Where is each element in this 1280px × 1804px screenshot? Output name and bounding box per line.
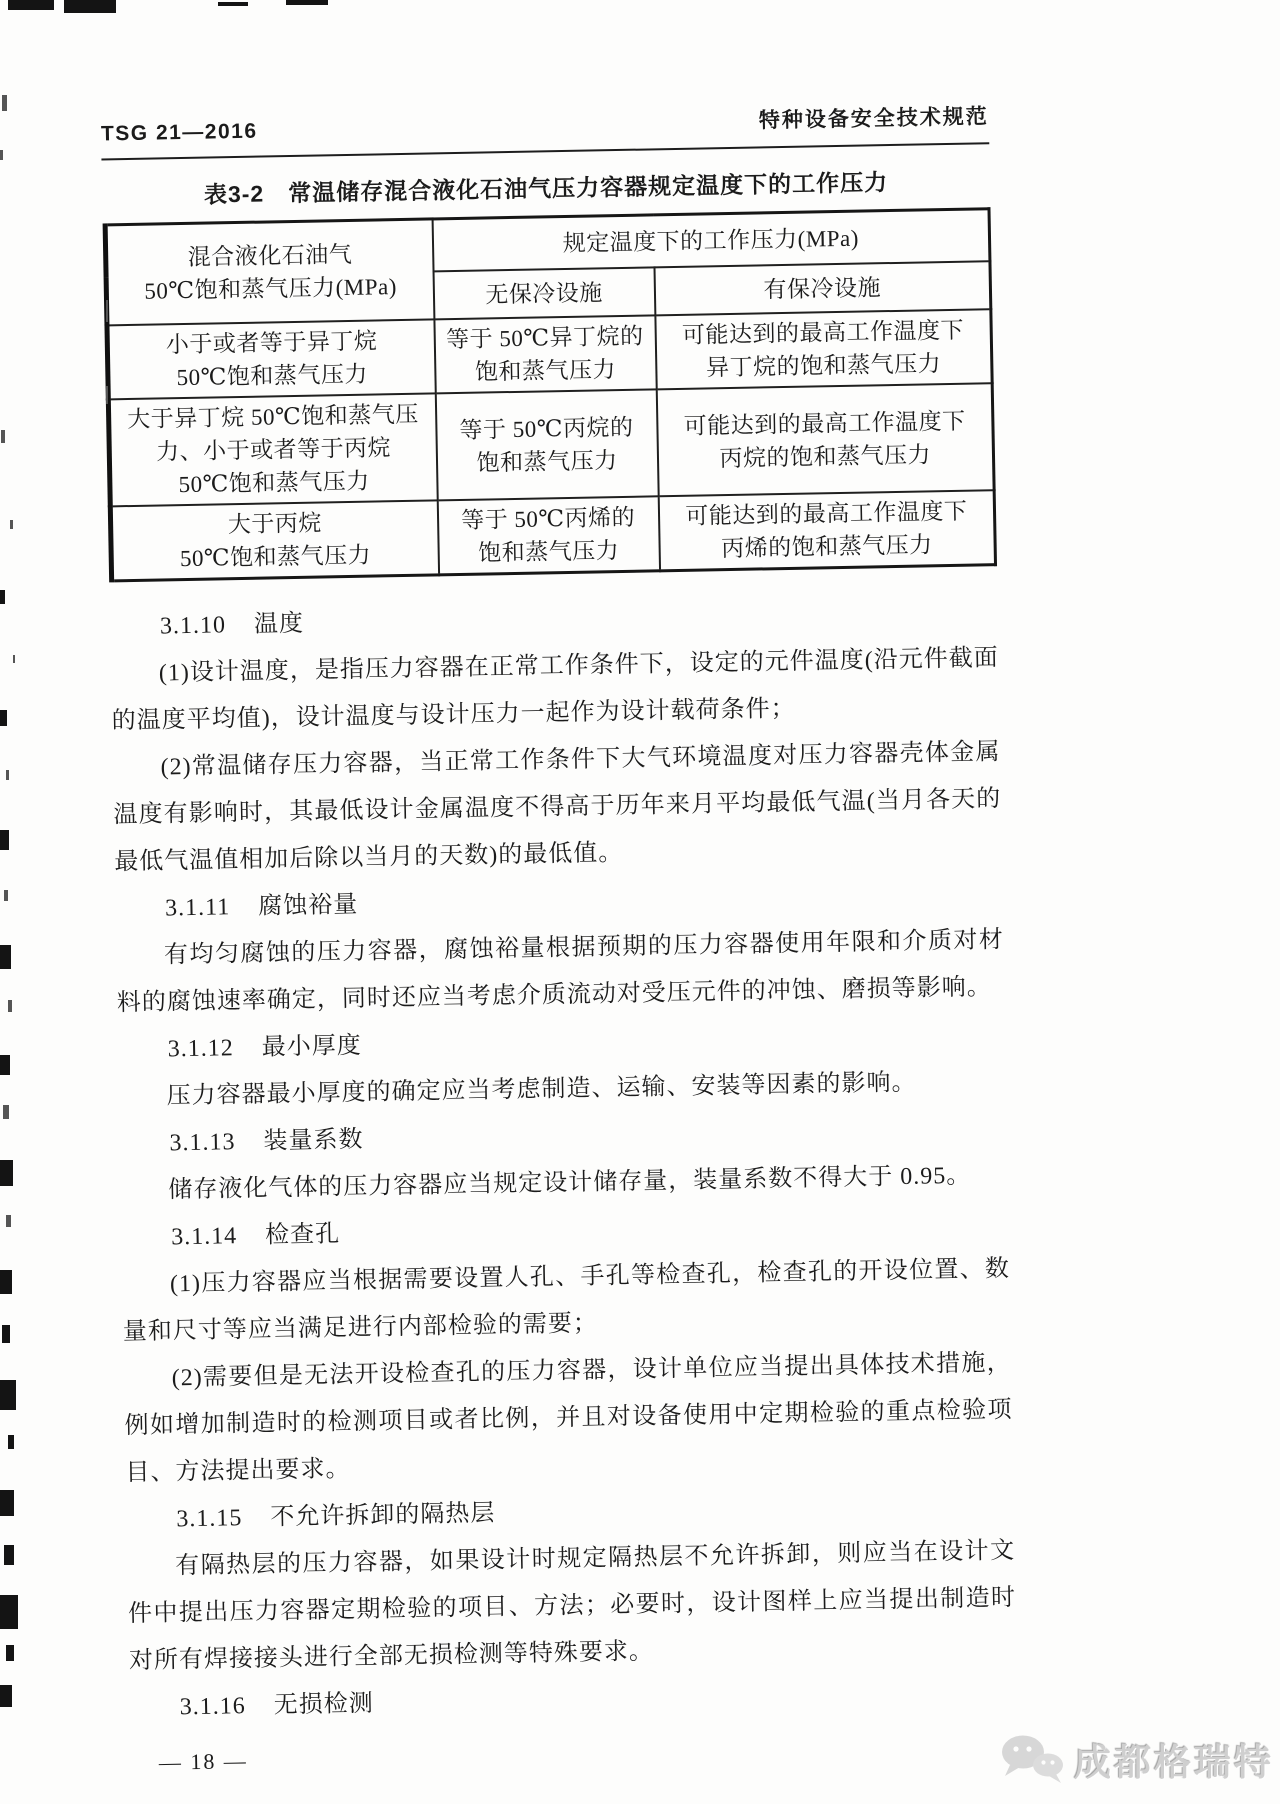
table-header-cell: 混合液化石油气 50℃饱和蒸气压力(MPa) (105, 219, 434, 325)
scan-mark (0, 1270, 12, 1294)
table-cell: 小于或者等于异丁烷 50℃饱和蒸气压力 (107, 319, 435, 399)
paragraph: (2)需要但是无法开设检查孔的压力容器，设计单位应当提出具体技术措施，例如增加制造时的检测项目或者比例，并且对设备使用中定期检验的重点检验项目、方法提出要求。 (124, 1350, 1013, 1487)
watermark (1000, 1732, 1274, 1786)
scan-mark (0, 1380, 16, 1410)
section-title: 最小厚度 (261, 1032, 362, 1061)
scan-mark (0, 710, 7, 726)
paragraph: 有均匀腐蚀的压力容器，腐蚀裕量根据预期的压力容器使用年限和介质对材料的腐蚀速率确定，同时还应当考虑介质流动对受压元件的冲蚀、磨损等影响。 (116, 927, 1005, 1017)
section-number: 3.1.14 (170, 1223, 238, 1251)
section-3-1-11 (115, 870, 1005, 1027)
scan-mark (2, 1325, 10, 1343)
scan-mark (6, 770, 9, 780)
running-header (101, 100, 990, 160)
table-cell: 可能达到的最高工作温度下 丙烯的饱和蒸气压力 (658, 490, 995, 571)
section-number: 3.1.11 (164, 894, 231, 922)
table-group-header-cell: 规定温度下的工作压力(MPa) (432, 209, 990, 272)
watermark-text: 成都格瑞特 (1074, 1742, 1274, 1783)
body-sections (110, 588, 1019, 1732)
section-3-1-15 (126, 1481, 1017, 1685)
section-title: 不允许拆卸的隔热层 (270, 1500, 496, 1531)
scan-mark (0, 1055, 10, 1075)
section-title: 腐蚀裕量 (258, 891, 359, 920)
scan-mark (4, 1545, 14, 1565)
table-cell: 大于异丁烷 50℃饱和蒸气压 力、小于或者等于丙烷 50℃饱和蒸气压力 (108, 393, 437, 506)
table-cell: 等于 50℃异丁烷的 饱和蒸气压力 (434, 315, 656, 393)
doc-code: TSG 21—2016 (100, 119, 258, 146)
section-3-1-10 (110, 588, 1003, 886)
scan-mark (6, 1215, 11, 1227)
paragraph: 有隔热层的压力容器，如果设计时规定隔热层不允许拆卸，则应当在设计文件中提出压力容器定期检验的项目、方法；必要时，设计图样上应当提出制造时对所有焊接接头进行全部无损检测等特殊要求。 (127, 1537, 1017, 1675)
section-number: 3.1.10 (159, 612, 227, 640)
scan-mark (218, 2, 248, 6)
doc-spec-title: 特种设备安全技术规范 (758, 105, 990, 133)
scan-mark (8, 0, 54, 10)
section-3-1-14 (121, 1199, 1014, 1497)
scan-mark (13, 655, 15, 663)
scan-mark (286, 0, 328, 5)
section-title: 检查孔 (264, 1221, 341, 1249)
paragraph: (1)设计温度，是指压力容器在正常工作条件下，设定的元件温度(沿元件截面的温度平均值)，设计温度与设计压力一起作为设计载荷条件； (111, 645, 999, 735)
scan-mark (0, 830, 9, 850)
scan-mark (0, 1490, 14, 1516)
scan-mark (8, 1435, 14, 1449)
paragraph: (2)常温储存压力容器，当正常工作条件下大气环境温度对压力容器壳体金属温度有影响时，其最低设计金属温度不得高于历年来月平均最低气温(当月各天的最低气温值相加后除以当月的天数)的最低值。 (113, 739, 1002, 876)
table-cell: 等于 50℃丙烯的 饱和蒸气压力 (437, 496, 659, 575)
section-number: 3.1.12 (167, 1035, 234, 1063)
section-title: 无损检测 (273, 1690, 375, 1719)
chat-bubbles-icon (1000, 1732, 1066, 1786)
scan-mark (10, 520, 13, 529)
table-subheader-cell: 无保冷设施 (433, 267, 655, 319)
section-3-1-13 (119, 1105, 1009, 1215)
scan-mark (2, 95, 7, 111)
table-subheader-cell: 有保冷设施 (654, 261, 991, 315)
section-number: 3.1.16 (179, 1693, 247, 1721)
scan-mark (0, 945, 11, 969)
scan-mark (0, 1685, 12, 1707)
paragraph: (1)压力容器应当根据需要设置人孔、手孔等检查孔，检查孔的开设位置、数量和尺寸等应当满足进行内部检验的需要； (122, 1256, 1011, 1346)
section-number: 3.1.13 (169, 1129, 236, 1157)
scan-mark (3, 1105, 9, 1119)
table-caption: 表3-2 常温储存混合液化石油气压力容器规定温度下的工作压力 (203, 169, 889, 208)
paragraph: 储存液化气体的压力容器应当规定设计储存量，装量系数不得大于 0.95。 (168, 1162, 972, 1204)
scan-mark (0, 590, 5, 604)
scan-mark (1, 430, 5, 443)
section-title: 温度 (253, 610, 305, 638)
scan-mark (106, 300, 108, 322)
scan-mark (106, 386, 108, 404)
page-number: — 18 — (158, 1748, 249, 1775)
table-cell: 可能达到的最高工作温度下 异丁烷的饱和蒸气压力 (655, 309, 992, 389)
scan-mark (4, 890, 8, 901)
scan-mark (64, 0, 116, 13)
scan-mark (0, 1595, 18, 1629)
scan-mark (0, 150, 3, 160)
section-title: 装量系数 (263, 1126, 364, 1155)
scan-mark (8, 1000, 12, 1012)
table-cell: 大于丙烷 50℃饱和蒸气压力 (110, 500, 438, 580)
section-number: 3.1.15 (176, 1505, 243, 1533)
paragraph: 压力容器最小厚度的确定应当考虑制造、运输、安装等因素的影响。 (166, 1069, 917, 1110)
scan-mark (6, 1645, 14, 1661)
page-content (101, 100, 1019, 1776)
table-cell: 等于 50℃丙烷的 饱和蒸气压力 (435, 389, 658, 500)
scan-mark (0, 1160, 13, 1186)
table-row (108, 383, 994, 506)
table-cell: 可能达到的最高工作温度下 丙烷的饱和蒸气压力 (656, 383, 994, 496)
table-row (110, 490, 995, 581)
section-3-1-12 (117, 1011, 1007, 1121)
pressure-table (103, 207, 997, 582)
